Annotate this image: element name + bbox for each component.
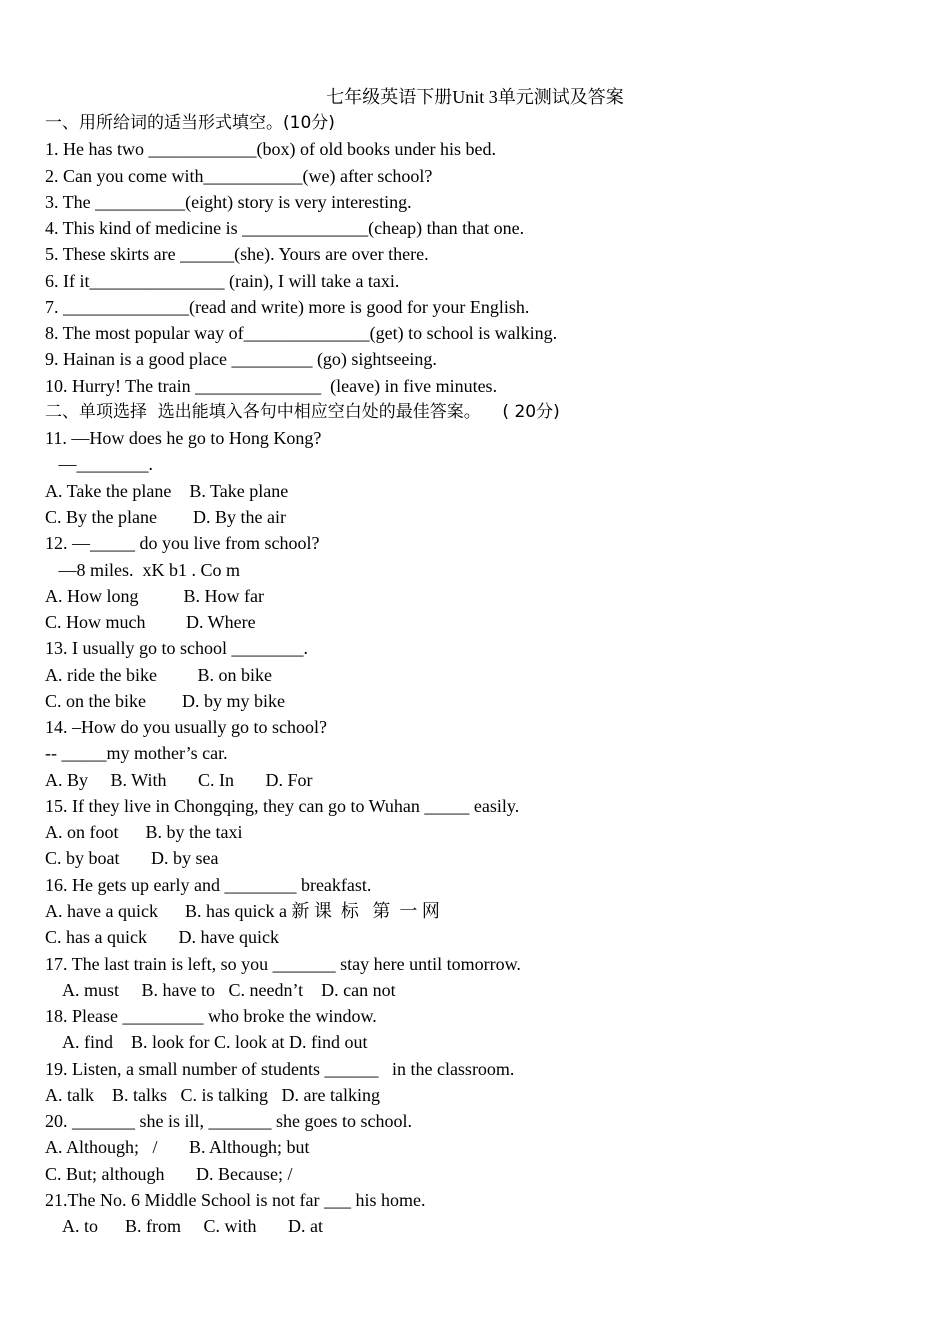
question-line: A. talk B. talks C. is talking D. are talking [45,1084,380,1105]
question-line: 8. The most popular way of______________(get) to school is walking. [45,323,558,344]
question-line: —________. [45,454,153,475]
question-line: 11. —How does he go to Hong Kong? [45,428,322,449]
section-heading: 二、单项选择 选出能填入各句中相应空白处的最佳答案。 ( 20分) [45,401,560,422]
question-line: 2. Can you come with___________(we) after school? [45,165,433,186]
question-line: C. on the bike D. by my bike [45,690,285,711]
question-line: —8 miles. xK b1 . Co m [45,559,241,580]
section-heading: 一、用所给词的适当形式填空。(10分) [45,113,335,133]
question-line: 14. –How do you usually go to school? [45,717,327,738]
question-line: 13. I usually go to school ________. [45,638,308,659]
question-line: A. on foot B. by the taxi [45,822,243,843]
question-line: C. How much D. Where [45,612,256,633]
question-line: 21.The No. 6 Middle School is not far ___ his home. [45,1189,426,1210]
question-line: A. have a quick B. has quick a 新 课 标 第 一 网 [45,900,440,921]
question-line: 18. Please _________ who broke the window. [45,1006,377,1027]
question-line: C. But; although D. Because; / [45,1163,293,1184]
question-line: 4. This kind of medicine is ______________(cheap) than that one. [45,218,525,239]
question-line: 17. The last train is left, so you _______ stay here until tomorrow. [45,953,521,974]
question-line: 3. The __________(eight) story is very interesting. [45,191,412,212]
question-line: 5. These skirts are ______(she). Yours are over there. [45,244,429,265]
question-line: 16. He gets up early and ________ breakfast. [45,874,372,895]
question-line: C. By the plane D. By the air [45,506,286,527]
question-line: A. How long B. How far [45,585,264,606]
document-title: 七年级英语下册Unit 3单元测试及答案 [326,87,624,107]
question-line: -- _____my mother’s car. [45,743,228,764]
question-line: A. Take the plane B. Take plane [45,480,289,501]
question-line: 6. If it_______________ (rain), I will take a taxi. [45,270,400,291]
question-line: C. has a quick D. have quick [45,927,279,948]
question-line: A. find B. look for C. look at D. find out [45,1032,368,1053]
question-line: A. ride the bike B. on bike [45,664,272,685]
question-line: A. Although; / B. Although; but [45,1137,310,1158]
question-line: 12. —_____ do you live from school? [45,533,320,554]
question-line: A. to B. from C. with D. at [45,1216,323,1237]
question-line: C. by boat D. by sea [45,848,219,869]
question-line: 1. He has two ____________(box) of old books under his bed. [45,139,496,160]
question-line: 19. Listen, a small number of students ______ in the classroom. [45,1058,515,1079]
question-line: 15. If they live in Chongqing, they can go to Wuhan _____ easily. [45,795,520,816]
question-line: A. must B. have to C. needn’t D. can not [45,979,396,1000]
question-line: A. By B. With C. In D. For [45,769,313,790]
question-line: 9. Hainan is a good place _________ (go) sightseeing. [45,349,437,370]
question-line: 10. Hurry! The train ______________ (leave) in five minutes. [45,375,498,396]
question-line: 7. ______________(read and write) more is good for your English. [45,296,530,317]
document-body [45,110,925,1239]
question-line: 20. _______ she is ill, _______ she goes to school. [45,1111,412,1132]
